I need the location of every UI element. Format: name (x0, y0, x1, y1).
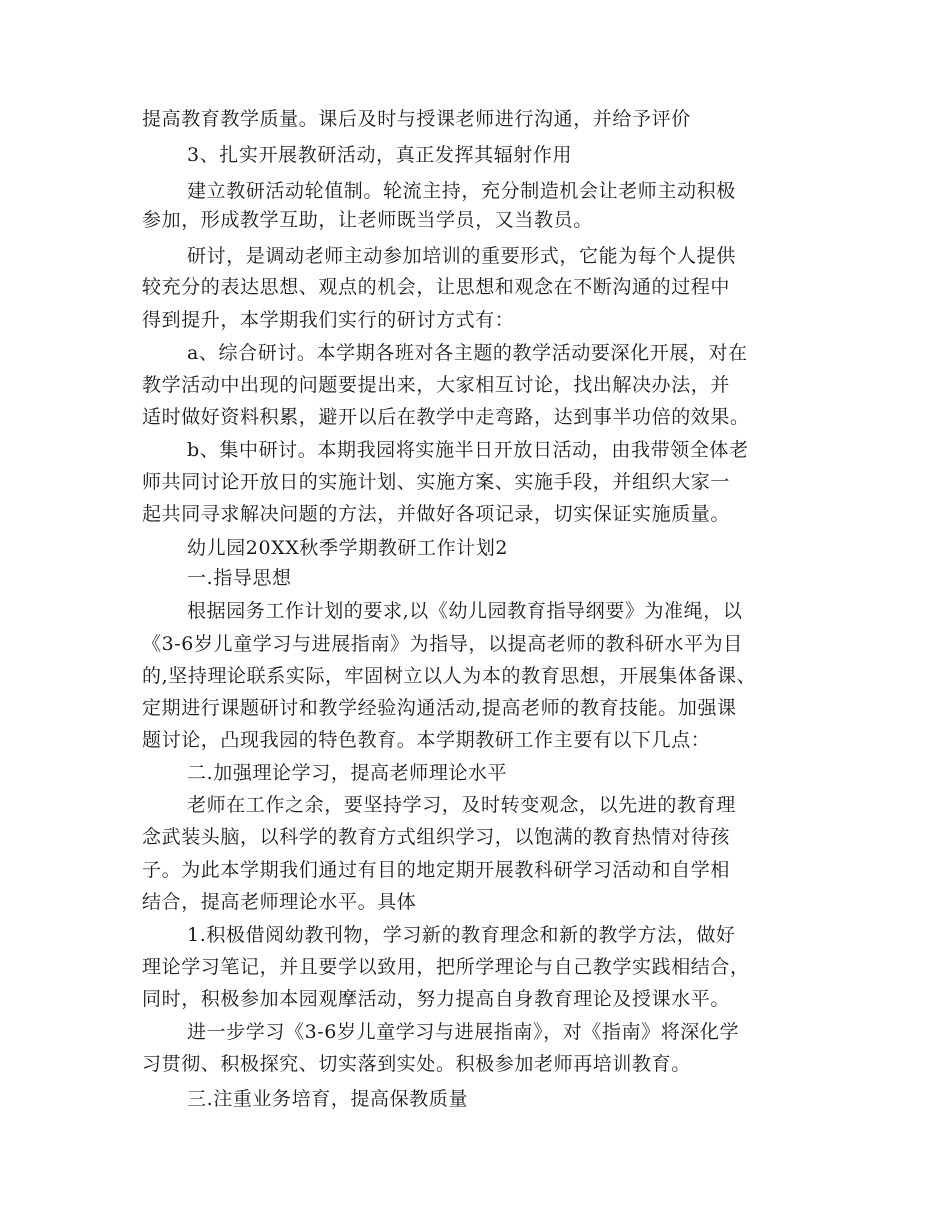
text-line: 的,坚持理论联系实际，牢固树立以人为本的教育思想，开展集体备课、 (142, 665, 757, 687)
text-line: 《3-6岁儿童学习与进展指南》为指导，以提高老师的教科研水平为目 (142, 633, 743, 655)
text-line: 定期进行课题研讨和教学经验沟通活动,提高老师的教育技能。加强课 (142, 697, 737, 719)
text-line: 较充分的表达思想、观点的机会，让思想和观念在不断沟通的过程中 (142, 276, 731, 298)
text-line: 三.注重业务培育，提高保教质量 (187, 1088, 469, 1110)
text-line: 习贯彻、积极探究、切实落到实处。积极参加老师再培训教育。 (142, 1053, 691, 1075)
text-line: 师共同讨论开放日的实施计划、实施方案、实施手段，并组织大家一 (142, 471, 731, 493)
text-line: 得到提升，本学期我们实行的研讨方式有： (142, 309, 515, 331)
text-line: 结合，提高老师理论水平。具体 (142, 891, 417, 913)
text-line: 参加，形成教学互助，让老师既当学员，又当教员。 (142, 209, 593, 231)
text-line: 念武装头脑，以科学的教育方式组织学习，以饱满的教育热情对待孩 (142, 826, 731, 848)
text-line: 建立教研活动轮值制。轮流主持，充分制造机会让老师主动积极 (187, 180, 736, 202)
text-line: b、集中研讨。本期我园将实施半日开放日活动，由我带领全体老 (187, 439, 749, 461)
text-line: 提高教育教学质量。课后及时与授课老师进行沟通，并给予评价 (142, 108, 691, 130)
text-line: 起共同寻求解决问题的方法，并做好各项记录，切实保证实施质量。 (142, 503, 731, 525)
text-line: 根据园务工作计划的要求,以《幼儿园教育指导纲要》为准绳，以 (187, 600, 743, 622)
text-line: 二.加强理论学习，提高老师理论水平 (187, 762, 508, 784)
text-line: 理论学习笔记，并且要学以致用，把所学理论与自己教学实践相结合， (142, 956, 750, 978)
text-line: 题讨论，凸现我园的特色教育。本学期教研工作主要有以下几点： (142, 729, 711, 751)
text-line: 同时，积极参加本园观摩活动，努力提高自身教育理论及授课水平。 (142, 988, 731, 1010)
text-line: 研讨，是调动老师主动参加培训的重要形式，它能为每个人提供 (187, 245, 736, 267)
text-line: a、综合研讨。本学期各班对各主题的教学活动要深化开展，对在 (187, 342, 748, 364)
text-line: 一.指导思想 (187, 567, 292, 589)
text-line: 教学活动中出现的问题要提出来，大家相互讨论，找出解决办法，并 (142, 374, 731, 396)
text-line: 适时做好资料积累，避开以后在教学中走弯路，达到事半功倍的效果。 (142, 406, 750, 428)
text-line: 进一步学习《3-6岁儿童学习与进展指南》，对《指南》将深化学 (187, 1021, 740, 1043)
text-line: 1.积极借阅幼教刊物，学习新的教育理念和新的教学方法，做好 (187, 924, 736, 946)
text-line: 3、扎实开展教研活动，真正发挥其辐射作用 (187, 144, 573, 166)
text-line: 老师在工作之余，要坚持学习，及时转变观念，以先进的教育理 (187, 794, 736, 816)
text-line: 幼儿园20XX秋季学期教研工作计划2 (187, 537, 509, 559)
text-line: 子。为此本学期我们通过有目的地定期开展教科研学习活动和自学相 (142, 859, 731, 881)
